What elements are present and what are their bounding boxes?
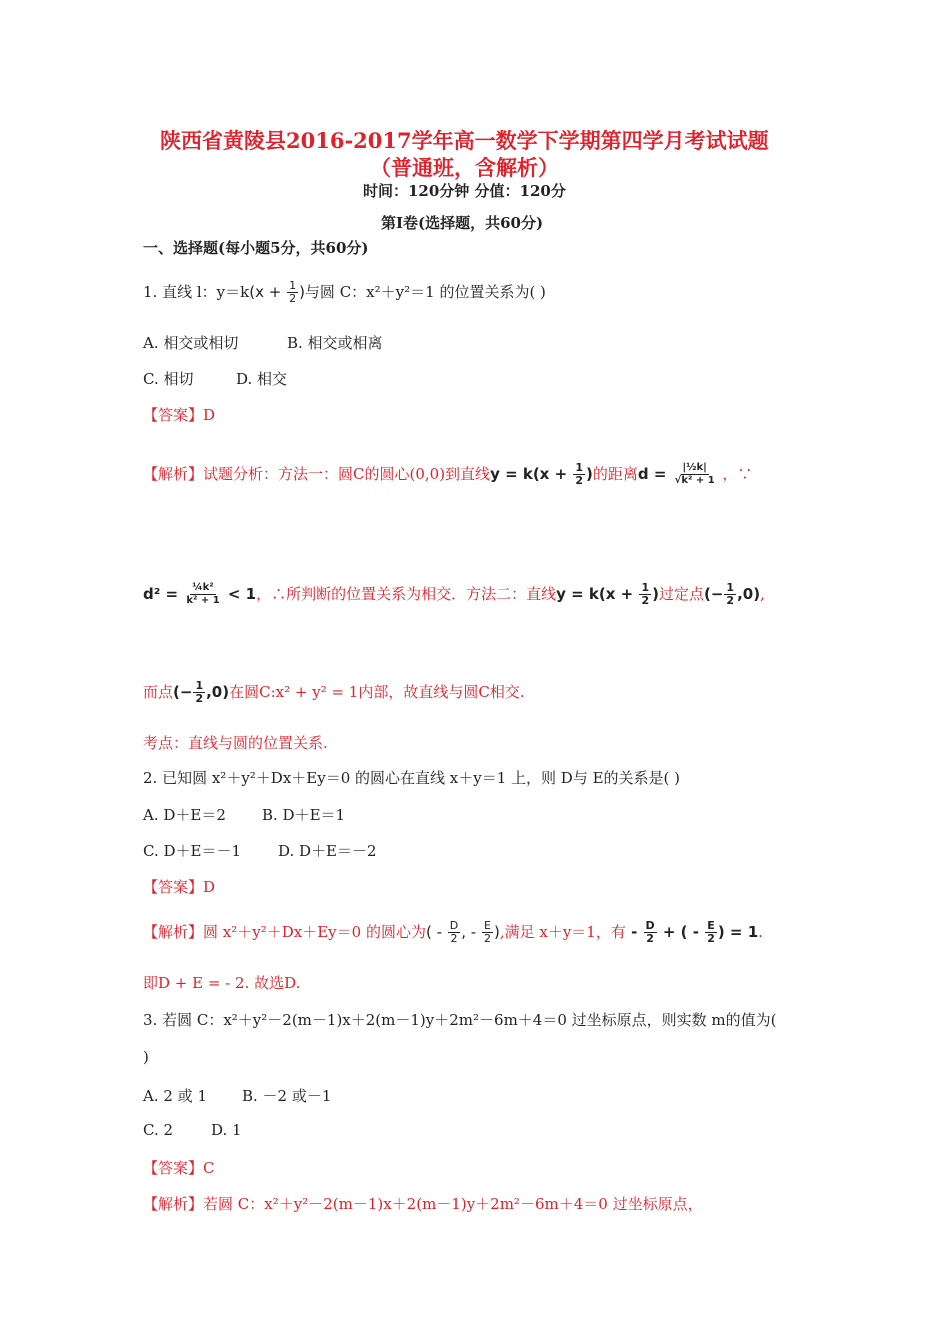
- title-line-1: 陕西省黄陵县2016-2017学年高一数学下学期第四学月考试试题: [160, 128, 769, 153]
- q2-center: ( - $\frac{D}{2}$ , - $\frac{E}{2}$ ): [425, 919, 500, 945]
- q1-analysis-label: 【解析】: [143, 465, 204, 483]
- q1-stem-prefix: 1. 直线 l：y＝k: [143, 283, 250, 301]
- q3-option-c: C. 2: [143, 1121, 174, 1139]
- q2-option-c: C. D＋E＝－1: [143, 842, 241, 860]
- q1-option-d: D. 相交: [236, 370, 288, 388]
- q2-answer: 【答案】D: [143, 878, 216, 896]
- q1-formula: (x + $\frac{1}{2}$ ): [249, 279, 305, 305]
- q1-analysis-line-3: [143, 680, 525, 705]
- q1-stem-suffix: 与圆 C：x²＋y²＝1 的位置关系为( ): [304, 283, 546, 301]
- q1-fixed-point: (− $\frac{1}{2}$ ,0): [703, 581, 761, 607]
- q3-option-d: D. 1: [211, 1121, 242, 1139]
- q2-option-d: D. D＋E＝－2: [278, 842, 377, 860]
- q1-option-a: A. 相交或相切: [143, 334, 239, 352]
- section-heading: 一、选择题(每小题5分，共60分): [143, 239, 369, 257]
- q1-analysis-text-2b: 过定点: [658, 585, 704, 603]
- q1-analysis-line-2: d² = $\frac{\text{¼k²}}{\text{k² + 1}}$ < 1，∴所判断的位置关系为相交．方法二：直线y = k(x + $\frac{1}{2}$ )过定点(− $\frac{1}{2}$ ,0),: [143, 581, 765, 607]
- q3-stem: 3. 若圆 C：x²＋y²－2(m－1)x＋2(m－1)y＋2m²－6m＋4＝0 过坐标原点，则实数 m的值为(: [143, 1011, 777, 1029]
- q3-stem-end: ): [143, 1048, 149, 1066]
- q1-point: (− $\frac{1}{2}$ ,0): [173, 679, 230, 705]
- q1-kaodian: 考点：直线与圆的位置关系.: [143, 734, 328, 752]
- q1-option-c: C. 相切: [143, 370, 194, 388]
- q2-stem: 2. 已知圆 x²＋y²＋Dx＋Ey＝0 的圆心在直线 x＋y＝1 上，则 D与 E的关系是( ): [143, 769, 681, 787]
- q3-option-b: B. －2 或－1: [242, 1087, 332, 1105]
- q2-equation: - $\frac{D}{2}$ + ( - $\frac{E}{2}$ ) = 1: [625, 919, 759, 945]
- q1-distance-formula: d = $\frac{\text{|½k|}}{\text{√k² + 1}}$: [637, 462, 715, 486]
- q1-answer: 【答案】D: [143, 406, 216, 424]
- q3-option-a: A. 2 或 1: [143, 1087, 207, 1105]
- exam-meta: 时间：120分钟 分值：120分: [363, 182, 566, 200]
- q3-analysis-line-1: 【解析】若圆 C：x²＋y²－2(m－1)x＋2(m－1)y＋2m²－6m＋4＝0 过坐标原点，: [143, 1195, 703, 1213]
- title-line-2: （普通班，含解析）: [370, 155, 559, 180]
- q1-d-squared: d² = $\frac{\text{¼k²}}{\text{k² + 1}}$ < 1: [143, 582, 257, 606]
- q2-analysis-line-2: 即D + E = - 2. 故选D.: [143, 974, 301, 992]
- q2-analysis-line-1: 【解析】圆 x²＋y²＋Dx＋Ey＝0 的圆心为( - $\frac{D}{2}$ , - $\frac{E}{2}$ ),满足 x＋y＝1，有 - $\frac{D}{2}$ + ( - $\frac{E}{2}$ ) = 1.: [143, 919, 763, 945]
- q2-analysis-text-1: 【解析】圆 x²＋y²＋Dx＋Ey＝0 的圆心为: [143, 923, 426, 941]
- q1-line-eq: y = k(x + $\frac{1}{2}$ ): [490, 461, 593, 487]
- q2-analysis-text-1b: ,满足 x＋y＝1，有: [499, 923, 626, 941]
- q2-option-b: B. D＋E＝1: [262, 806, 346, 824]
- q1-analysis-text-3a: 而点: [143, 683, 174, 701]
- q1-option-b: B. 相交或相离: [287, 334, 383, 352]
- q1-analysis-text-2: ，∴所判断的位置关系为相交．方法二：直线: [256, 585, 557, 603]
- q1-analysis-text-1: 试题分析：方法一：圆C的圆心(0,0)到直线: [203, 465, 491, 483]
- q3-answer: 【答案】C: [143, 1159, 215, 1177]
- q1-analysis-line-1: 【解析】试题分析：方法一：圆C的圆心(0,0)到直线y = k(x + $\frac{1}{2}$ )的距离d = $\frac{\text{|½k|}}{\text{√k² + 1}}$ ，∵: [143, 461, 753, 487]
- q1-stem: [143, 280, 546, 305]
- q1-analysis-text-3b: 在圆C:x² + y² = 1内部，故直线与圆C相交.: [229, 683, 525, 701]
- q1-analysis-text-1b: 的距离: [592, 465, 638, 483]
- q1-line-eq-2: y = k(x + $\frac{1}{2}$ ): [556, 581, 659, 607]
- volume-heading: 第Ⅰ卷(选择题，共60分): [381, 214, 544, 232]
- q2-option-a: A. D＋E＝2: [143, 806, 226, 824]
